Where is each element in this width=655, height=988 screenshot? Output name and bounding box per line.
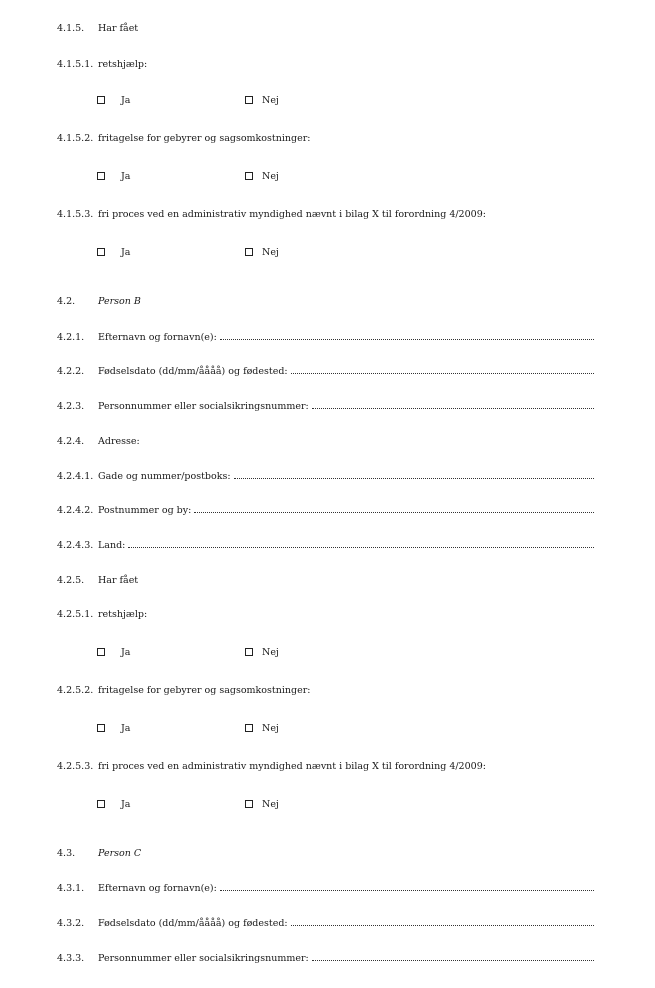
item-label: Personnummer eller socialsikringsnummer: xyxy=(98,953,309,964)
checkbox-yes-label: Ja xyxy=(121,95,131,106)
item-number: 4.2.5. xyxy=(57,575,85,586)
item-number: 4.2.4. xyxy=(57,436,85,447)
item-label: fritagelse for gebyrer og sagsomkostninger: xyxy=(98,133,311,144)
checkbox-yes[interactable] xyxy=(97,724,105,732)
field-4-2-2 xyxy=(0,364,655,380)
item-number: 4.2.1. xyxy=(57,332,85,343)
item-label: Har fået xyxy=(98,575,139,586)
fill-in-line[interactable] xyxy=(312,407,594,409)
field-4-2-4-1 xyxy=(0,469,655,485)
item-number: 4.2.5.3. xyxy=(57,761,94,772)
item-number: 4.3.3. xyxy=(57,953,85,964)
checkbox-no[interactable] xyxy=(245,648,253,656)
item-number: 4.1.5.1. xyxy=(57,59,94,70)
fill-in-line[interactable] xyxy=(312,959,594,961)
field-4-2-3 xyxy=(0,399,655,415)
fill-in-line[interactable] xyxy=(220,338,594,340)
section-4-2-5-3 xyxy=(0,759,655,775)
item-number: 4.2.2. xyxy=(57,366,85,377)
field-4-2-1 xyxy=(0,330,655,346)
checkbox-yes-label: Ja xyxy=(121,723,131,734)
section-title: Person B xyxy=(98,296,141,307)
fill-in-line[interactable] xyxy=(128,546,594,548)
item-label: retshjælp: xyxy=(98,59,148,70)
item-label: Fødselsdato (dd/mm/åååå) og fødested: xyxy=(98,366,288,377)
checkbox-no-label: Nej xyxy=(262,799,279,810)
item-label: fritagelse for gebyrer og sagsomkostninger: xyxy=(98,685,311,696)
field-4-3-3 xyxy=(0,951,655,967)
fill-in-line[interactable] xyxy=(291,924,594,926)
item-label: Efternavn og fornavn(e): xyxy=(98,883,217,894)
item-label: Personnummer eller socialsikringsnummer: xyxy=(98,401,309,412)
section-4-2-4 xyxy=(0,434,655,450)
field-4-3-2 xyxy=(0,916,655,932)
checkbox-yes-label: Ja xyxy=(121,799,131,810)
checkbox-yes[interactable] xyxy=(97,800,105,808)
field-4-2-4-3 xyxy=(0,538,655,554)
item-label: fri proces ved en administrativ myndighed nævnt i bilag X til forordning 4/2009: xyxy=(98,209,486,220)
checkbox-yes[interactable] xyxy=(97,96,105,104)
item-number: 4.2.3. xyxy=(57,401,85,412)
checkbox-yes[interactable] xyxy=(97,172,105,180)
checkbox-no[interactable] xyxy=(245,724,253,732)
section-4-3 xyxy=(0,846,655,862)
checkbox-no-label: Nej xyxy=(262,723,279,734)
item-label: fri proces ved en administrativ myndighed nævnt i bilag X til forordning 4/2009: xyxy=(98,761,486,772)
section-4-1-5-1 xyxy=(0,57,655,73)
fill-in-line[interactable] xyxy=(291,372,594,374)
checkbox-yes[interactable] xyxy=(97,648,105,656)
item-label: Land: xyxy=(98,540,126,551)
fill-in-line[interactable] xyxy=(194,511,594,513)
section-4-1-5-2 xyxy=(0,131,655,147)
item-label: Fødselsdato (dd/mm/åååå) og fødested: xyxy=(98,918,288,929)
options-4-2-5-2 xyxy=(0,721,655,737)
item-number: 4.1.5.2. xyxy=(57,133,94,144)
item-number: 4.3.1. xyxy=(57,883,85,894)
item-number: 4.3. xyxy=(57,848,76,859)
options-4-1-5-1 xyxy=(0,93,655,109)
field-4-2-4-2 xyxy=(0,503,655,519)
section-4-2-5-1 xyxy=(0,607,655,623)
item-number: 4.2.4.3. xyxy=(57,540,94,551)
checkbox-no[interactable] xyxy=(245,172,253,180)
checkbox-yes[interactable] xyxy=(97,248,105,256)
item-number: 4.1.5.3. xyxy=(57,209,94,220)
checkbox-no-label: Nej xyxy=(262,647,279,658)
item-label: Adresse: xyxy=(98,436,140,447)
section-4-1-5-3 xyxy=(0,207,655,223)
section-4-2 xyxy=(0,294,655,310)
checkbox-yes-label: Ja xyxy=(121,647,131,658)
checkbox-yes-label: Ja xyxy=(121,171,131,182)
item-number: 4.2.4.2. xyxy=(57,505,94,516)
checkbox-no-label: Nej xyxy=(262,171,279,182)
item-number: 4.1.5. xyxy=(57,23,85,34)
section-4-1-5 xyxy=(0,21,655,37)
field-4-3-1 xyxy=(0,881,655,897)
section-4-2-5 xyxy=(0,573,655,589)
section-title: Person C xyxy=(98,848,142,859)
fill-in-line[interactable] xyxy=(234,477,594,479)
checkbox-no-label: Nej xyxy=(262,95,279,106)
options-4-2-5-1 xyxy=(0,645,655,661)
checkbox-no[interactable] xyxy=(245,96,253,104)
item-number: 4.2.5.1. xyxy=(57,609,94,620)
checkbox-no[interactable] xyxy=(245,800,253,808)
fill-in-line[interactable] xyxy=(220,889,594,891)
item-label: Efternavn og fornavn(e): xyxy=(98,332,217,343)
checkbox-no[interactable] xyxy=(245,248,253,256)
section-4-2-5-2 xyxy=(0,683,655,699)
item-number: 4.2.5.2. xyxy=(57,685,94,696)
item-number: 4.2.4.1. xyxy=(57,471,94,482)
options-4-1-5-3 xyxy=(0,245,655,261)
options-4-2-5-3 xyxy=(0,797,655,813)
item-label: Har fået xyxy=(98,23,139,34)
item-label: retshjælp: xyxy=(98,609,148,620)
item-label: Postnummer og by: xyxy=(98,505,192,516)
checkbox-yes-label: Ja xyxy=(121,247,131,258)
item-number: 4.2. xyxy=(57,296,76,307)
item-number: 4.3.2. xyxy=(57,918,85,929)
checkbox-no-label: Nej xyxy=(262,247,279,258)
options-4-1-5-2 xyxy=(0,169,655,185)
item-label: Gade og nummer/postboks: xyxy=(98,471,231,482)
